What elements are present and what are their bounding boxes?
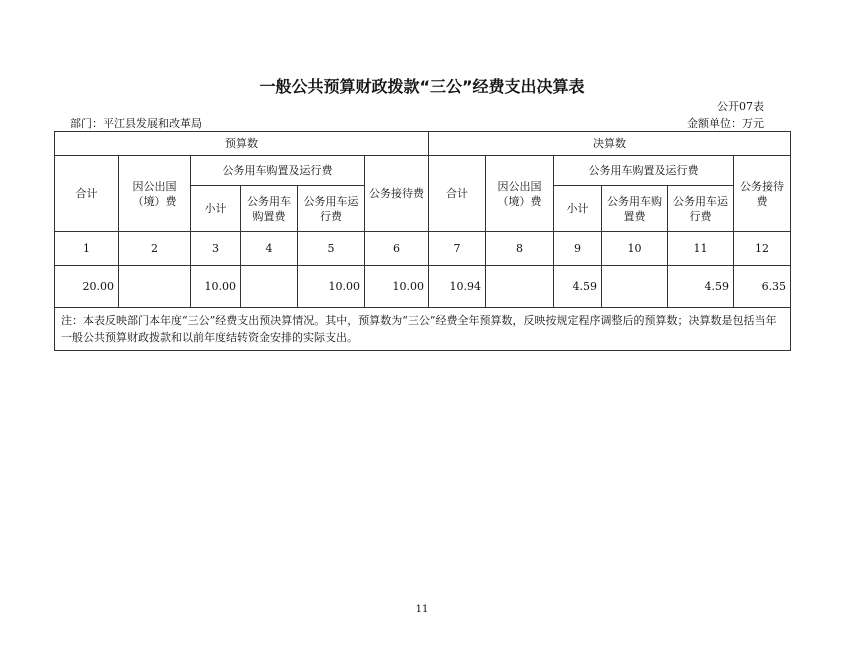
column-number: 12 bbox=[734, 232, 791, 266]
final-abroad-header: 因公出国（境）费 bbox=[486, 156, 554, 232]
column-number: 1 bbox=[55, 232, 119, 266]
column-number: 3 bbox=[191, 232, 241, 266]
value-cell: 20.00 bbox=[55, 266, 119, 308]
budget-vehicle-group-header: 公务用车购置及运行费 bbox=[191, 156, 365, 186]
value-cell bbox=[486, 266, 554, 308]
column-number: 11 bbox=[668, 232, 734, 266]
column-number: 10 bbox=[602, 232, 668, 266]
final-subtotal-header: 小计 bbox=[554, 186, 602, 232]
column-number: 8 bbox=[486, 232, 554, 266]
final-vehicle-group-header: 公务用车购置及运行费 bbox=[554, 156, 734, 186]
column-number: 2 bbox=[119, 232, 191, 266]
budget-abroad-header: 因公出国（境）费 bbox=[119, 156, 191, 232]
value-cell: 4.59 bbox=[668, 266, 734, 308]
table-note: 注：本表反映部门本年度“三公”经费支出预决算情况。其中，预算数为“三公”经费全年预算数，反映按规定程序调整后的预算数；决算数是包括当年一般公共预算财政拨款和以前年度结转资金安排的实际支出。 bbox=[55, 308, 791, 351]
value-cell bbox=[241, 266, 298, 308]
column-number: 5 bbox=[298, 232, 365, 266]
expense-table bbox=[54, 131, 791, 351]
value-cell: 6.35 bbox=[734, 266, 791, 308]
final-header: 决算数 bbox=[429, 132, 791, 156]
value-cell bbox=[119, 266, 191, 308]
value-cell: 10.00 bbox=[191, 266, 241, 308]
budget-vehicle-purchase-header: 公务用车购置费 bbox=[241, 186, 298, 232]
budget-total-header: 合计 bbox=[55, 156, 119, 232]
column-number: 4 bbox=[241, 232, 298, 266]
page-title: 一般公共预算财政拨款“三公”经费支出决算表 bbox=[259, 77, 585, 96]
department-label: 部门：平江县发展和改革局 bbox=[70, 117, 202, 130]
final-reception-header: 公务接待费 bbox=[734, 156, 791, 232]
budget-reception-header: 公务接待费 bbox=[365, 156, 429, 232]
value-cell: 10.00 bbox=[365, 266, 429, 308]
budget-vehicle-run-header: 公务用车运行费 bbox=[298, 186, 365, 232]
final-vehicle-run-header: 公务用车运行费 bbox=[668, 186, 734, 232]
final-total-header: 合计 bbox=[429, 156, 486, 232]
value-cell: 10.00 bbox=[298, 266, 365, 308]
column-number: 7 bbox=[429, 232, 486, 266]
value-cell: 4.59 bbox=[554, 266, 602, 308]
final-vehicle-purchase-header: 公务用车购置费 bbox=[602, 186, 668, 232]
column-number: 9 bbox=[554, 232, 602, 266]
page-number: 11 bbox=[415, 604, 429, 615]
value-cell bbox=[602, 266, 668, 308]
unit-label: 金额单位：万元 bbox=[687, 117, 764, 130]
table-number: 公开07表 bbox=[717, 100, 764, 113]
value-cell: 10.94 bbox=[429, 266, 486, 308]
budget-subtotal-header: 小计 bbox=[191, 186, 241, 232]
column-number: 6 bbox=[365, 232, 429, 266]
budget-header: 预算数 bbox=[55, 132, 429, 156]
